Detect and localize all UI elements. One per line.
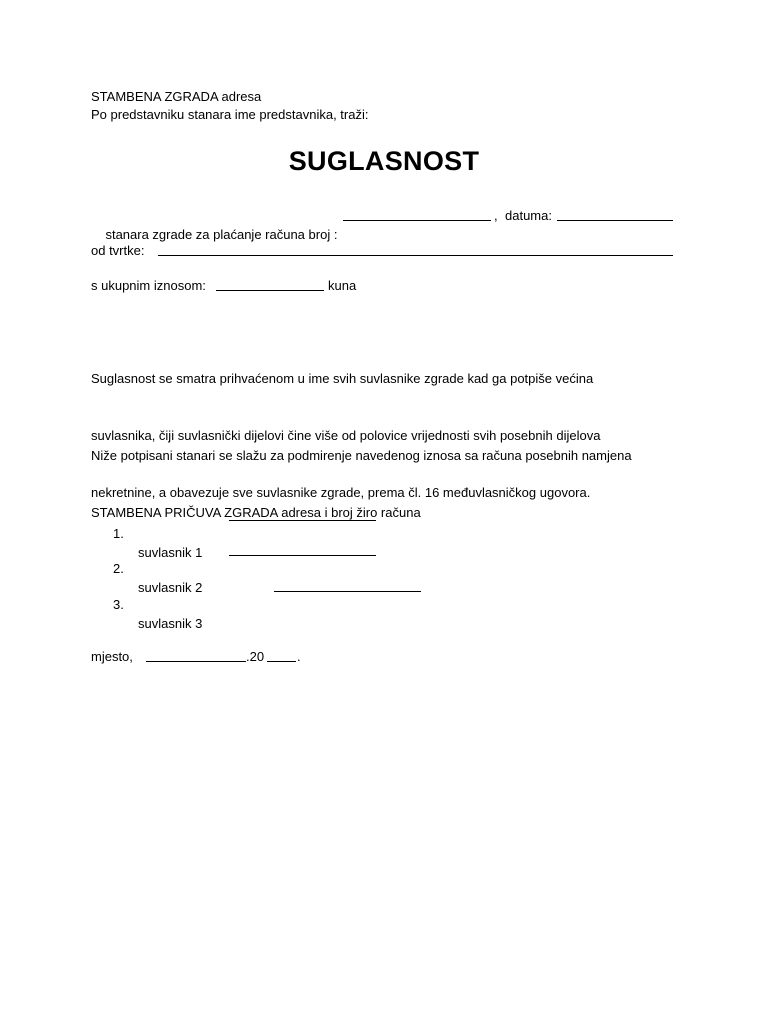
signatory-label: suvlasnik 1	[138, 545, 203, 560]
list-number: 1.	[113, 526, 124, 541]
invoice-number-blank[interactable]	[343, 206, 491, 221]
place-label: mjesto,	[91, 649, 133, 664]
company-label: od tvrtke:	[91, 243, 145, 258]
invoice-label: stanara zgrade za plaćanje računa broj :	[105, 227, 338, 242]
date-blank[interactable]	[557, 206, 673, 221]
amount-label: s ukupnim iznosom:	[91, 278, 206, 293]
paragraph-line: STAMBENA PRIČUVA ZGRADA adresa i broj žiro računa	[91, 505, 421, 520]
year-blank[interactable]	[267, 647, 296, 662]
signatory-label: suvlasnik 2	[138, 580, 203, 595]
document-title: SUGLASNOST	[288, 146, 480, 176]
paragraph-line: Niže potpisani stanari se slažu za podmirenje navedenog iznosa sa računa posebnih namjena	[91, 448, 632, 463]
amount-blank[interactable]	[216, 276, 324, 291]
year-prefix: .20	[246, 649, 265, 664]
date-separator: ,	[494, 208, 498, 223]
signature-blank-3[interactable]	[274, 577, 421, 592]
list-number: 2.	[113, 561, 124, 576]
signatory-label: suvlasnik 3	[138, 616, 203, 631]
place-date-blank[interactable]	[146, 647, 246, 662]
list-number: 3.	[113, 597, 124, 612]
representative-line: Po predstavniku stanara ime predstavnika, traži:	[91, 107, 369, 122]
amount-unit: kuna	[328, 278, 357, 293]
paragraph-line: nekretnine, a obavezuje sve suvlasnike zgrade, prema čl. 16 međuvlasničkog ugovora.	[91, 485, 591, 500]
company-blank[interactable]	[158, 241, 673, 256]
building-address: STAMBENA ZGRADA adresa	[91, 89, 262, 104]
signature-blank-1[interactable]	[229, 506, 376, 521]
footer-end: .	[297, 649, 301, 664]
paragraph-line: Suglasnost se smatra prihvaćenom u ime svih suvlasnike zgrade kad ga potpiše većina	[91, 371, 594, 386]
date-label: datuma:	[505, 208, 552, 223]
signature-blank-2[interactable]	[229, 541, 376, 556]
paragraph-line: suvlasnika, čiji suvlasnički dijelovi čine više od polovice vrijednosti svih posebnih dijelova	[91, 428, 601, 443]
